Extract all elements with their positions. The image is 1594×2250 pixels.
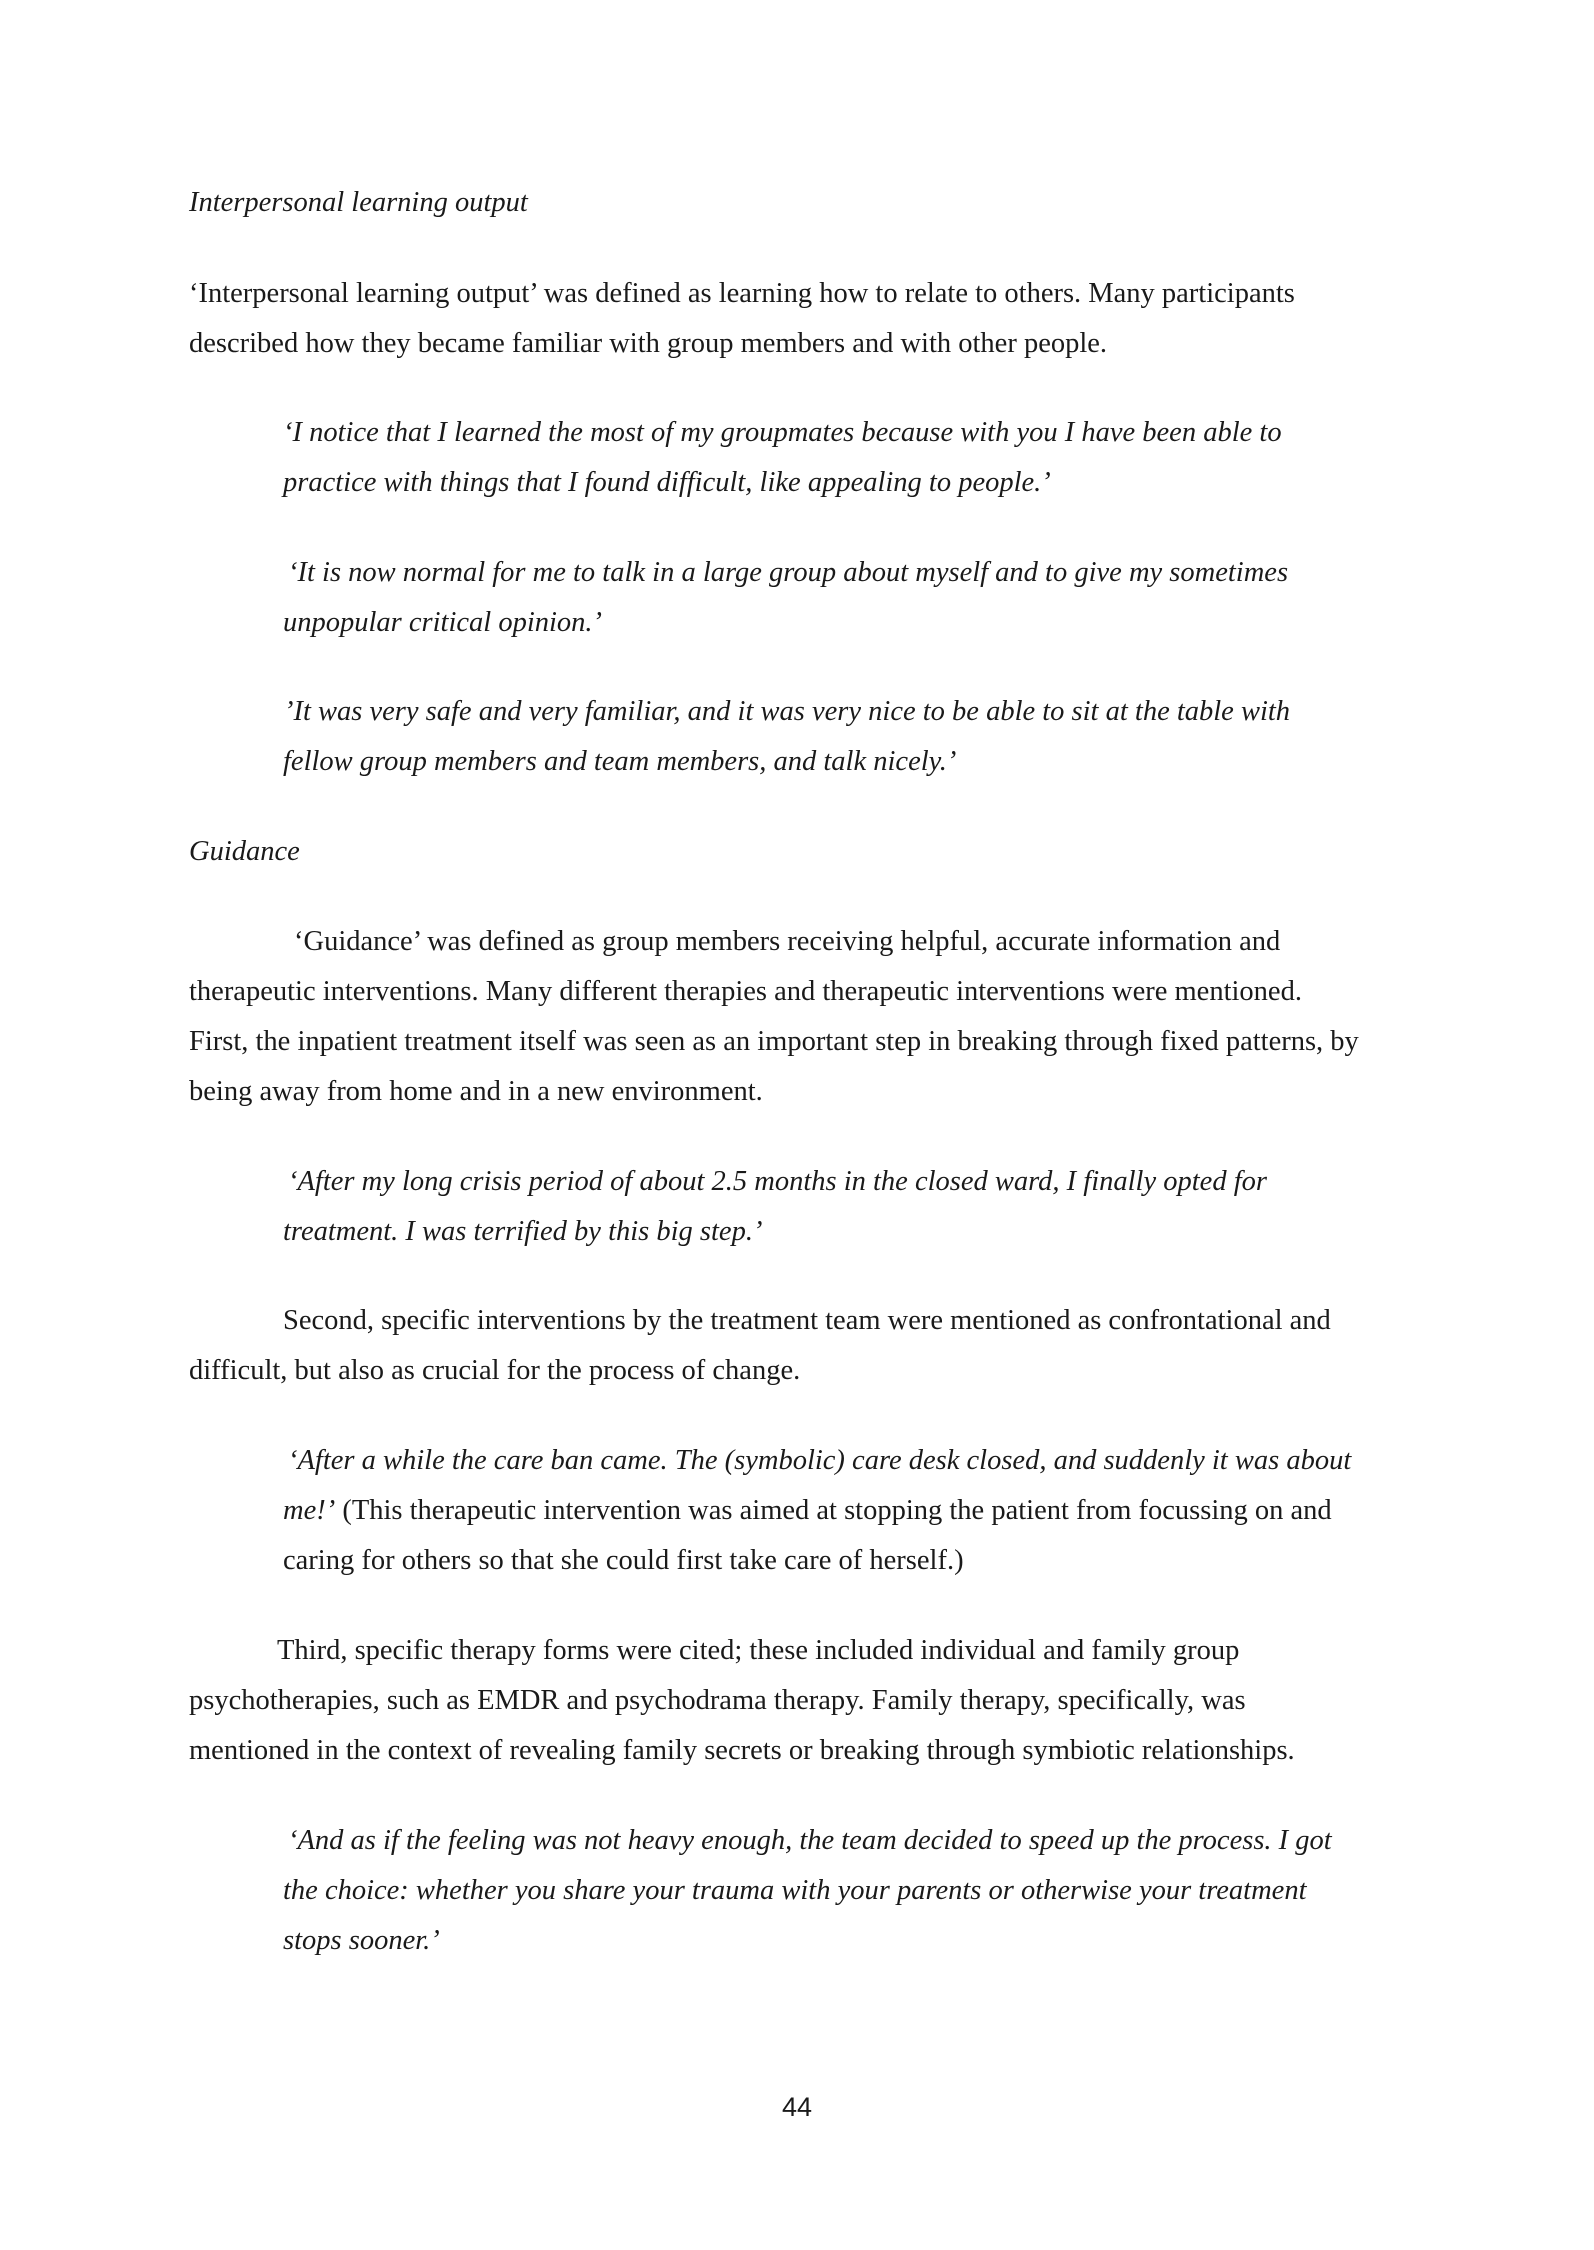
- editorial-note: (This therapeutic intervention was aimed at stopping the patient from focussing on and: [335, 1495, 1332, 1526]
- section-heading-interpersonal-learning: Interpersonal learning output: [189, 187, 528, 218]
- quote-line: treatment. I was terrified by this big step.’: [283, 1216, 763, 1247]
- quote-line: ‘It is now normal for me to talk in a large group about myself and to give my sometimes: [288, 557, 1289, 588]
- quote-line: stops sooner.’: [283, 1925, 440, 1956]
- paragraph-line: difficult, but also as crucial for the process of change.: [189, 1355, 801, 1386]
- paragraph-line: Third, specific therapy forms were cited; these included individual and family group: [277, 1635, 1240, 1666]
- paragraph-line: ‘Interpersonal learning output’ was defined as learning how to relate to others. Many participants: [189, 278, 1295, 309]
- quote-line: ‘And as if the feeling was not heavy enough, the team decided to speed up the process. I got: [288, 1825, 1332, 1856]
- paragraph-line: Second, specific interventions by the treatment team were mentioned as confrontational and: [283, 1305, 1331, 1336]
- quote-line: unpopular critical opinion.’: [283, 607, 603, 638]
- quote-line: the choice: whether you share your trauma with your parents or otherwise your treatment: [283, 1875, 1307, 1906]
- paragraph-line: therapeutic interventions. Many different therapies and therapeutic interventions were mentioned.: [189, 976, 1302, 1007]
- paragraph-line: described how they became familiar with group members and with other people.: [189, 328, 1108, 359]
- paragraph-line: psychotherapies, such as EMDR and psychodrama therapy. Family therapy, specifically, was: [189, 1685, 1246, 1716]
- paragraph-line: First, the inpatient treatment itself was seen as an important step in breaking through fixed patterns, by: [189, 1026, 1359, 1057]
- quote-line: ‘I notice that I learned the most of my groupmates because with you I have been able to: [283, 417, 1282, 448]
- quote-line: fellow group members and team members, and talk nicely.’: [283, 746, 957, 777]
- page-number: 44: [781, 2092, 813, 2122]
- paragraph-line: mentioned in the context of revealing family secrets or breaking through symbiotic relationships.: [189, 1735, 1295, 1766]
- quote-line: practice with things that I found difficult, like appealing to people.’: [283, 467, 1051, 498]
- quote-line: ’It was very safe and very familiar, and it was very nice to be able to sit at the table with: [284, 696, 1291, 727]
- quote-fragment: me!’: [283, 1495, 336, 1526]
- quote-line: ‘After my long crisis period of about 2.5 months in the closed ward, I finally opted for: [288, 1166, 1267, 1197]
- quote-line-with-note: [283, 1497, 1332, 1526]
- quote-line: ‘After a while the care ban came. The (symbolic) care desk closed, and suddenly it was about: [288, 1445, 1352, 1476]
- paragraph-line: being away from home and in a new environment.: [189, 1076, 763, 1107]
- paragraph-line: ‘Guidance’ was defined as group members receiving helpful, accurate information and: [294, 926, 1281, 957]
- section-heading-guidance: Guidance: [189, 836, 300, 867]
- editorial-note-line: caring for others so that she could first take care of herself.): [283, 1545, 964, 1576]
